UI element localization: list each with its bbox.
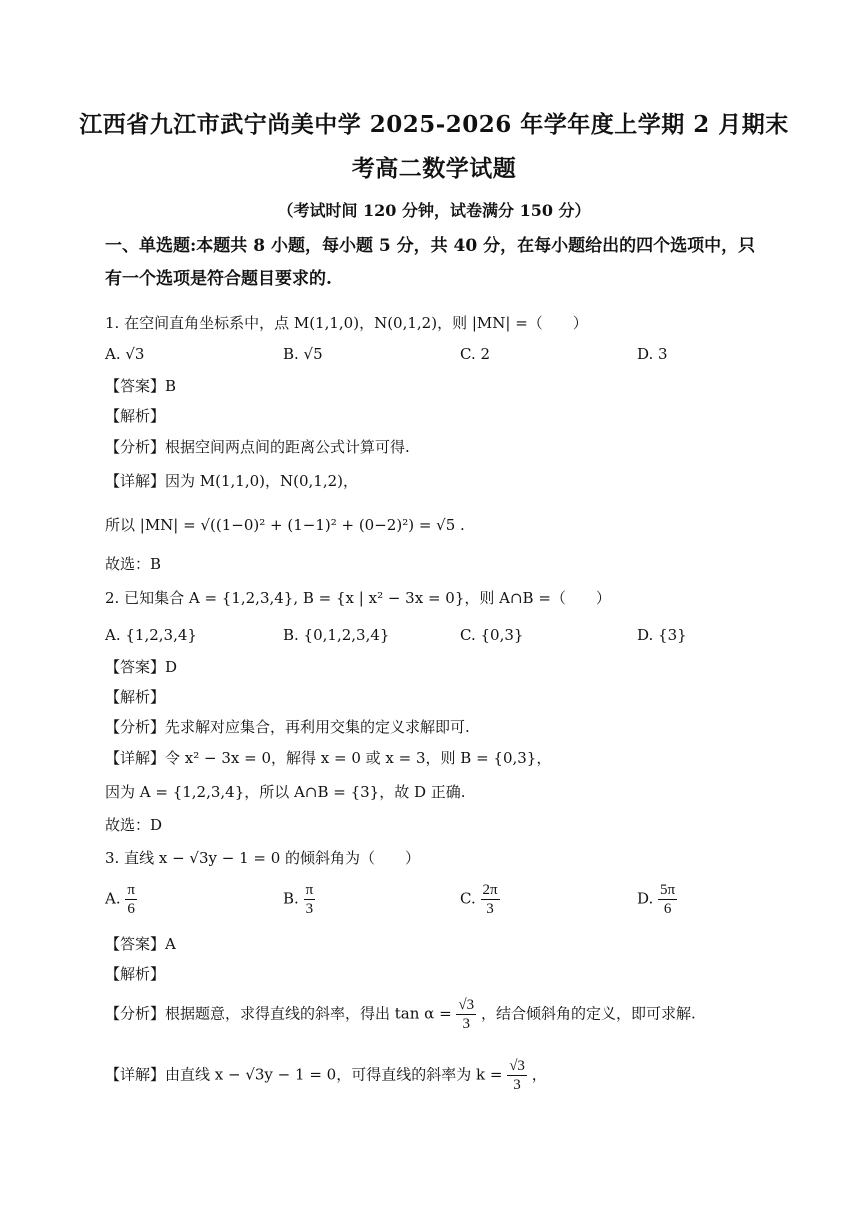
option-letter: D. [637,889,654,908]
question-3-option-d [637,881,677,918]
question-2-choice: 故选：D [105,816,163,834]
question-2-option-a: A. {1,2,3,4} [105,626,197,644]
fraction-denominator: 6 [663,901,672,917]
exam-title-line1: 江西省九江市武宁尚美中学 2025-2026 年学年度上学期 2 月期末 [79,111,789,138]
question-2-option-d: D. {3} [637,626,687,644]
fenxi-text-tail: ，结合倾斜角的定义，即可求解. [480,1004,696,1023]
question-1-option-d: D. 3 [637,345,668,363]
question-3-stem: 3. 直线 x − √3y − 1 = 0 的倾斜角为（ ） [105,849,421,867]
tan-fraction [456,996,476,1033]
fraction-numerator: 5π [660,882,676,898]
fraction-numerator: 2π [482,882,498,898]
question-1-fenxi: 【分析】根据空间两点间的距离公式计算可得. [105,438,410,456]
question-1-choice: 故选：B [105,555,162,573]
fraction-numerator: √3 [509,1058,525,1074]
question-3-answer: 【答案】A [105,935,176,953]
fraction-denominator: 6 [127,901,135,917]
question-3-option-c [460,881,500,918]
exam-title-line2: 考高二数学试题 [351,155,517,182]
question-1-xiangjie: 【详解】因为 M(1,1,0)，N(0,1,2)， [105,472,358,490]
option-letter: B. [283,889,299,908]
question-3-option-b [283,881,315,918]
question-1-answer: 【答案】B [105,377,177,395]
fraction-denominator: 3 [513,1077,521,1093]
xiangjie-text-tail: ， [531,1065,547,1084]
question-1-step: 所以 |MN| = √((1−0)² + (1−1)² + (0−2)²) = √5 . [105,516,465,534]
xiangjie-text: 【详解】由直线 x − √3y − 1 = 0，可得直线的斜率为 k = [105,1065,503,1084]
question-1-analysis-label: 【解析】 [105,407,166,425]
fraction-denominator: 3 [462,1016,471,1032]
question-3-analysis-label: 【解析】 [105,965,166,983]
option-fraction [658,881,677,918]
question-2-stem: 2. 已知集合 A = {1,2,3,4}, B = {x | x² − 3x = 0}，则 A∩B =（ ） [105,589,611,607]
option-fraction [125,881,137,918]
option-fraction [481,881,500,918]
question-2-answer: 【答案】D [105,658,178,676]
question-2-option-b: B. {0,1,2,3,4} [283,626,390,644]
question-3-xiangjie [105,1057,547,1094]
fraction-numerator: √3 [458,997,475,1013]
question-2-option-c: C. {0,3} [460,626,524,644]
option-letter: A. [105,889,121,908]
section-heading: 一、单选题:本题共 8 小题，每小题 5 分，共 40 分，在每小题给出的四个选项中，只有一个选项是符合题目要求的. [105,236,756,289]
fenxi-text: 【分析】根据题意，求得直线的斜率，得出 tan α = [105,1004,452,1023]
question-1-stem: 1. 在空间直角坐标系中，点 M(1,1,0)，N(0,1,2)，则 |MN| =（ ） [105,314,588,332]
question-3-option-a [105,881,137,918]
option-fraction [304,881,316,918]
question-2-xiangjie: 【详解】令 x² − 3x = 0，解得 x = 0 或 x = 3，则 B = {0,3}， [105,749,552,767]
exam-subtitle: （考试时间 120 分钟，试卷满分 150 分） [277,201,591,220]
question-2-fenxi: 【分析】先求解对应集合，再利用交集的定义求解即可. [105,718,470,736]
question-3-fenxi [105,996,696,1033]
fraction-numerator: π [305,882,314,898]
question-1-option-a: A. √3 [105,345,145,363]
question-2-analysis-label: 【解析】 [105,688,166,706]
question-2-step: 因为 A = {1,2,3,4}，所以 A∩B = {3}，故 D 正确. [105,783,466,801]
option-letter: C. [460,889,476,908]
slope-fraction [507,1057,527,1094]
fraction-denominator: 3 [486,901,494,917]
fraction-denominator: 3 [305,901,314,917]
question-1-option-b: B. √5 [283,345,323,363]
question-1-option-c: C. 2 [460,345,491,363]
fraction-numerator: π [127,882,135,898]
